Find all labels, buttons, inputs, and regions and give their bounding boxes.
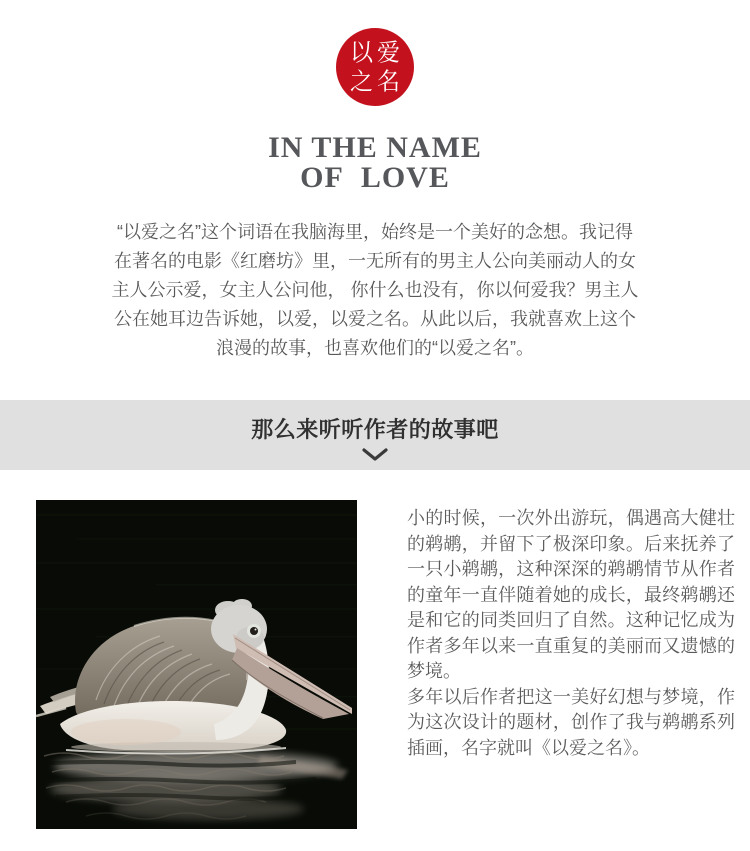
story-text <box>407 506 735 761</box>
story-section <box>0 500 750 851</box>
logo-char-2: 爱 <box>377 38 400 66</box>
chevron-down-icon <box>361 448 389 462</box>
love-seal-icon <box>336 28 414 106</box>
banner-title: 那么来听听作者的故事吧 <box>251 417 499 442</box>
story-paragraph-1: 小的时候，一次外出游玩，偶遇高大健壮的鹈鹕，并留下了极深印象。后来抚养了一只小鹈鹕，这种深深的鹈鹕情节从作者的童年一直伴随着她的成长，最终鹈鹕还是和它的同类回归了自然。这种记忆成为作者多年以来一直重复的美丽而又遗憾的梦境。 <box>407 508 735 681</box>
logo-characters <box>348 38 402 96</box>
pelican-photo <box>36 500 357 829</box>
page-title <box>0 133 750 193</box>
logo-char-3: 之 <box>350 67 373 95</box>
story-paragraph-2: 多年以后作者把这一美好幻想与梦境，作为这次设计的题材，创作了我与鹈鹕系列插画，名字就叫《以爱之名》。 <box>407 686 735 758</box>
logo-char-1: 以 <box>350 38 373 66</box>
page-title-line-1: IN THE NAME <box>268 131 482 164</box>
logo-char-4: 名 <box>377 67 400 95</box>
section-banner <box>0 400 750 470</box>
page-title-line-2: OF LOVE <box>300 161 450 194</box>
intro-paragraph: “以爱之名”这个词语在我脑海里，始终是一个美好的念想。我记得在著名的电影《红磨坊》里，一无所有的男主人公向美丽动人的女主人公示爱，女主人公问他， 你什么也没有，你以何爱我？男主人公在她耳边告诉她，以爱，以爱之名。从此以后，我就喜欢上这个浪漫的故事，也喜欢他们的“以爱之名”。 <box>111 222 639 358</box>
